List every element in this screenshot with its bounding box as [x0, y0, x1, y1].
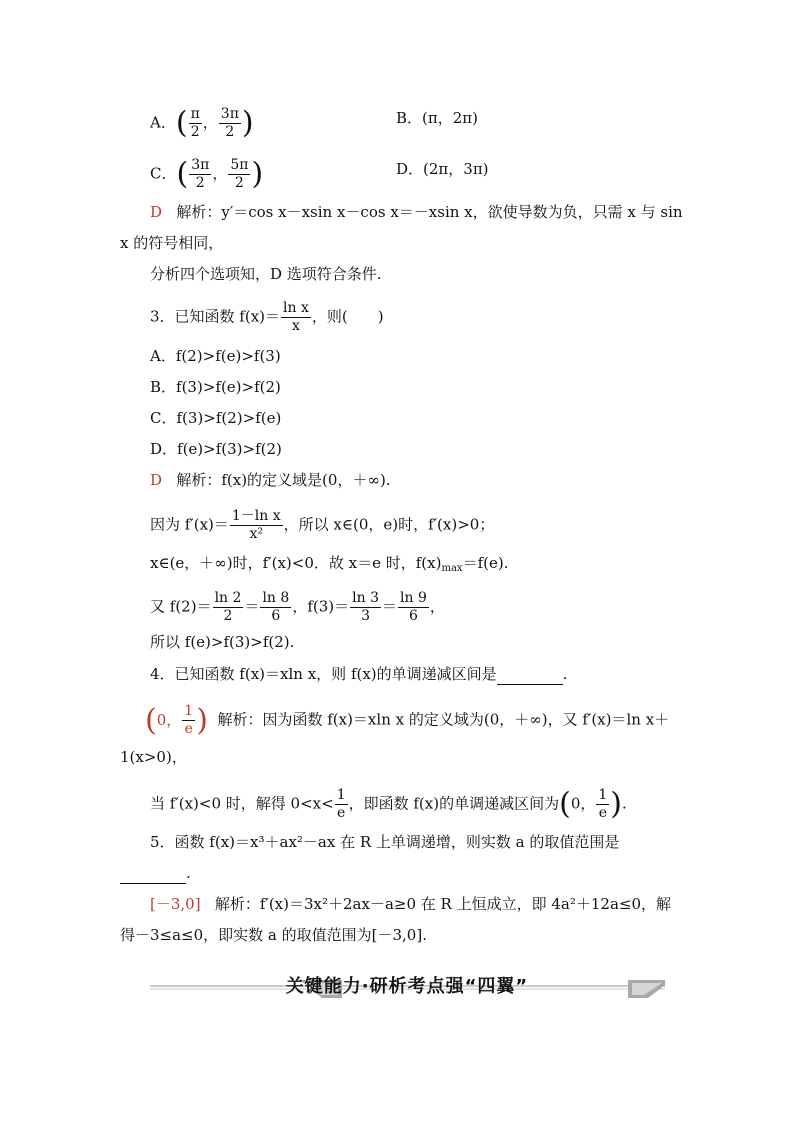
- answer-label: D: [150, 471, 163, 489]
- q5-stem-line2: .: [120, 863, 191, 884]
- q3-option-a: A．f(2)>f(e)>f(3): [150, 347, 281, 365]
- q5-solution-line1: [－3,0] 解析：f′(x)＝3x²＋2ax－a≥0 在 R 上恒成立，即 4a²＋12a≤0，解: [150, 895, 672, 913]
- q2-solution-line2: x 的符号相同，: [120, 234, 224, 252]
- q3-option-d: D．f(e)>f(3)>f(2): [150, 440, 282, 458]
- q4-solution-line1: (0， $\frac{1}{e}$ ) 解析：因为函数 f(x)＝xln x 的定义域为(0，＋∞)，又 f′(x)＝ln x＋: [145, 702, 670, 738]
- q3-option-b: B．f(3)>f(e)>f(2): [150, 378, 281, 396]
- answer-blank: [497, 664, 563, 685]
- option-b: B．(π，2π): [396, 109, 478, 127]
- q3-stem: 3．已知函数 f(x)＝ $\frac{\text{ln x}}{x}$ ，则( ): [150, 300, 384, 334]
- answer-blank: [120, 863, 186, 884]
- q3-option-c: C．f(3)>f(2)>f(e): [150, 409, 282, 427]
- q2-solution-line1: D 解析：y′＝cos x－xsin x－cos x＝－xsin x，欲使导数为负，只需 x 与 sin: [150, 203, 683, 221]
- option-c: C．( $\frac{3\pi}{2}$ ， $\frac{5\pi}{2}$ ): [150, 156, 264, 192]
- q3-solution-line2: 因为 f′(x)＝ $\frac{\text{1－ln x}}{\text{x²}}$ ，所以 x∈(0，e)时，f′(x)>0；: [150, 508, 495, 542]
- q4-solution-line2: 1(x>0)，: [120, 748, 187, 766]
- q3-solution-line5: 所以 f(e)>f(3)>f(2).: [150, 633, 295, 651]
- option-a: A．( $\frac{\pi}{2}$ ， $\frac{3\pi}{2}$ ): [150, 105, 254, 141]
- section-title: 关键能力·研析考点强“四翼”: [285, 976, 529, 997]
- q3-solution-line1: D 解析：f(x)的定义域是(0，＋∞).: [150, 471, 391, 489]
- answer-label: (0， $\frac{1}{e}$ ): [145, 702, 208, 738]
- q4-stem: 4．已知函数 f(x)＝xln x，则 f(x)的单调递减区间是 .: [150, 665, 568, 683]
- answer-label: D: [150, 203, 163, 221]
- q5-solution-line2: 得－3≤a≤0，即实数 a 的取值范围为[－3,0].: [120, 926, 427, 944]
- q4-solution-line3: 当 f′(x)<0 时，解得 0<x< $\frac{1}{e}$ ，即函数 f(x)的单调递减区间为(0， $\frac{1}{e}$ ).: [150, 786, 627, 822]
- option-d: D．(2π，3π): [396, 160, 489, 178]
- q2-solution-line3: 分析四个选项知，D 选项符合条件.: [150, 265, 382, 283]
- answer-label: [－3,0]: [150, 895, 201, 913]
- q3-solution-line4: 又 f(2)＝ $\frac{\ln 2}{2}$ ＝ $\frac{\ln 8}{6}$ ，f(3)＝ $\frac{\ln 3}{3}$ ＝ $\frac{\ln 9}{6}$ ，: [150, 590, 445, 624]
- q5-stem: 5．函数 f(x)＝x³＋ax²－ax 在 R 上单调递增，则实数 a 的取值范围是: [150, 833, 620, 851]
- q3-solution-line3: x∈(e，＋∞)时，f′(x)<0．故 x＝e 时，$f(x)_{max}=f(e)$.: [150, 554, 509, 574]
